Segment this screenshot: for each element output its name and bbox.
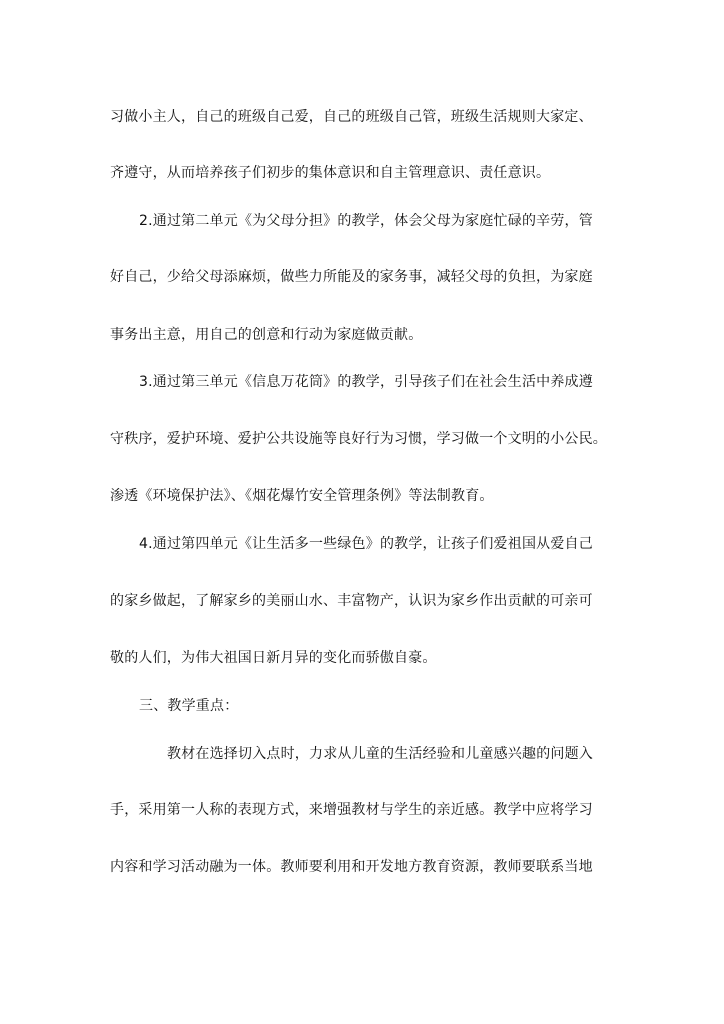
- paragraph-line: 守秩序，爱护环境、爱护公共设施等良好行为习惯，学习做一个文明的小公民。: [110, 431, 607, 447]
- paragraph-line: 2.通过第二单元《为父母分担》的教学，体会父母为家庭忙碌的辛劳，管: [139, 213, 593, 229]
- paragraph-line: 3.通过第三单元《信息万花筒》的教学，引导孩子们在社会生活中养成遵: [139, 374, 593, 390]
- paragraph-line: 习做小主人，自己的班级自己爱，自己的班级自己管，班级生活规则大家定、: [110, 109, 593, 125]
- paragraph-line: 齐遵守，从而培养孩子们初步的集体意识和自主管理意识、责任意识。: [110, 165, 551, 181]
- paragraph-line: 教材在选择切入点时，力求从儿童的生活经验和儿童感兴趣的问题入: [167, 746, 593, 762]
- paragraph-line: 的家乡做起，了解家乡的美丽山水、丰富物产，认识为家乡作出贡献的可亲可: [110, 593, 593, 609]
- paragraph-line: 渗透《环境保护法》、《烟花爆竹安全管理条例》等法制教育。: [110, 488, 494, 504]
- paragraph-line: 内容和学习活动融为一体。教师要利用和开发地方教育资源，教师要联系当地: [110, 859, 593, 875]
- paragraph-line: 好自己，少给父母添麻烦，做些力所能及的家务事，减轻父母的负担，为家庭: [110, 269, 593, 285]
- paragraph-line: 敬的人们，为伟大祖国日新月异的变化而骄傲自豪。: [110, 650, 437, 666]
- section-heading: 三、教学重点：: [139, 698, 239, 714]
- paragraph-line: 4.通过第四单元《让生活多一些绿色》的教学，让孩子们爱祖国从爱自己: [139, 536, 593, 552]
- paragraph-line: 事务出主意，用自己的创意和行动为家庭做贡献。: [110, 327, 423, 343]
- paragraph-line: 手，采用第一人称的表现方式，来增强教材与学生的亲近感。教学中应将学习: [110, 802, 593, 818]
